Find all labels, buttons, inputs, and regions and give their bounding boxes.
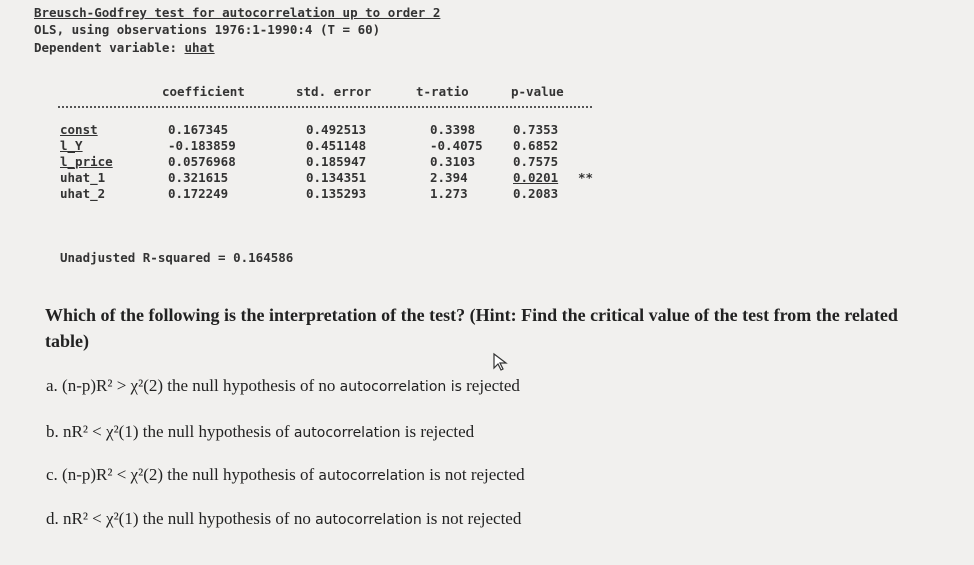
row-std-error: 0.185947 [306, 154, 367, 169]
row-std-error: 0.451148 [306, 138, 367, 153]
row-p-value: 0.2083 [513, 186, 559, 201]
row-t-ratio: 1.273 [430, 186, 468, 201]
r-squared-label: Unadjusted R-squared = [60, 250, 234, 265]
option-b-small-text: autocorrelation [293, 425, 401, 441]
table-divider [58, 106, 592, 108]
option-c-small-text: autocorrelation [318, 468, 426, 484]
column-headers [0, 84, 974, 104]
option-d-tail: is not rejected [421, 509, 522, 528]
test-title: Breusch-Godfrey test for autocorrelation up to order 2 [34, 5, 441, 20]
header-p-value: p-value [511, 84, 564, 99]
option-b-text: b. nR² < χ²(1) the null hypothesis of [46, 422, 294, 441]
option-b-tail: is rejected [400, 422, 475, 441]
row-variable: l_price [60, 154, 113, 169]
option-a-text: a. (n-p)R² > χ²(2) the null hypothesis of no [46, 376, 340, 395]
row-variable: uhat_2 [60, 186, 106, 201]
table-row [0, 154, 974, 170]
option-d[interactable] [46, 509, 521, 529]
row-variable: const [60, 122, 98, 137]
row-variable: uhat_1 [60, 170, 106, 185]
option-a-small-text: autocorrelation is [339, 379, 462, 395]
row-t-ratio: 2.394 [430, 170, 468, 185]
sample-info: OLS, using observations 1976:1-1990:4 (T = 60) [34, 22, 381, 37]
r-squared-value: 0.164586 [233, 250, 294, 265]
question-text: Which of the following is the interpretation of the test? (Hint: Find the critical value of the test from the related table) [45, 305, 898, 351]
option-d-text: d. nR² < χ²(1) the null hypothesis of no [46, 509, 316, 528]
dependent-variable-line [34, 39, 215, 56]
option-c-text: c. (n-p)R² < χ²(2) the null hypothesis of [46, 465, 319, 484]
dependent-variable-name: uhat [184, 40, 215, 55]
row-t-ratio: 0.3103 [430, 154, 476, 169]
row-std-error: 0.135293 [306, 186, 367, 201]
row-std-error: 0.492513 [306, 122, 367, 137]
row-t-ratio: 0.3398 [430, 122, 476, 137]
header-std-error: std. error [296, 84, 372, 99]
row-p-value: 0.6852 [513, 138, 559, 153]
row-t-ratio: -0.4075 [430, 138, 483, 153]
option-a[interactable] [46, 376, 520, 396]
table-row [0, 138, 974, 154]
table-row [0, 170, 974, 186]
row-coefficient: 0.321615 [168, 170, 229, 185]
option-d-small-text: autocorrelation [315, 512, 422, 528]
row-coefficient: -0.183859 [168, 138, 236, 153]
row-p-value: 0.7353 [513, 122, 559, 137]
mouse-pointer-icon [492, 352, 510, 372]
r-squared-line [60, 250, 293, 265]
header-coefficient: coefficient [162, 84, 245, 99]
option-c[interactable] [46, 465, 525, 485]
row-significance: ** [578, 170, 594, 185]
table-row [0, 122, 974, 138]
option-b[interactable] [46, 422, 474, 442]
row-p-value: 0.7575 [513, 154, 559, 169]
option-c-tail: is not rejected [425, 465, 525, 484]
option-a-tail: rejected [461, 376, 520, 395]
table-row [0, 186, 974, 202]
row-p-value: 0.0201 [513, 170, 559, 185]
row-coefficient: 0.172249 [168, 186, 229, 201]
dependent-variable-label: Dependent variable: [34, 40, 185, 55]
header-t-ratio: t-ratio [416, 84, 469, 99]
row-coefficient: 0.0576968 [168, 154, 236, 169]
row-coefficient: 0.167345 [168, 122, 229, 137]
row-std-error: 0.134351 [306, 170, 367, 185]
row-variable: l_Y [60, 138, 83, 153]
